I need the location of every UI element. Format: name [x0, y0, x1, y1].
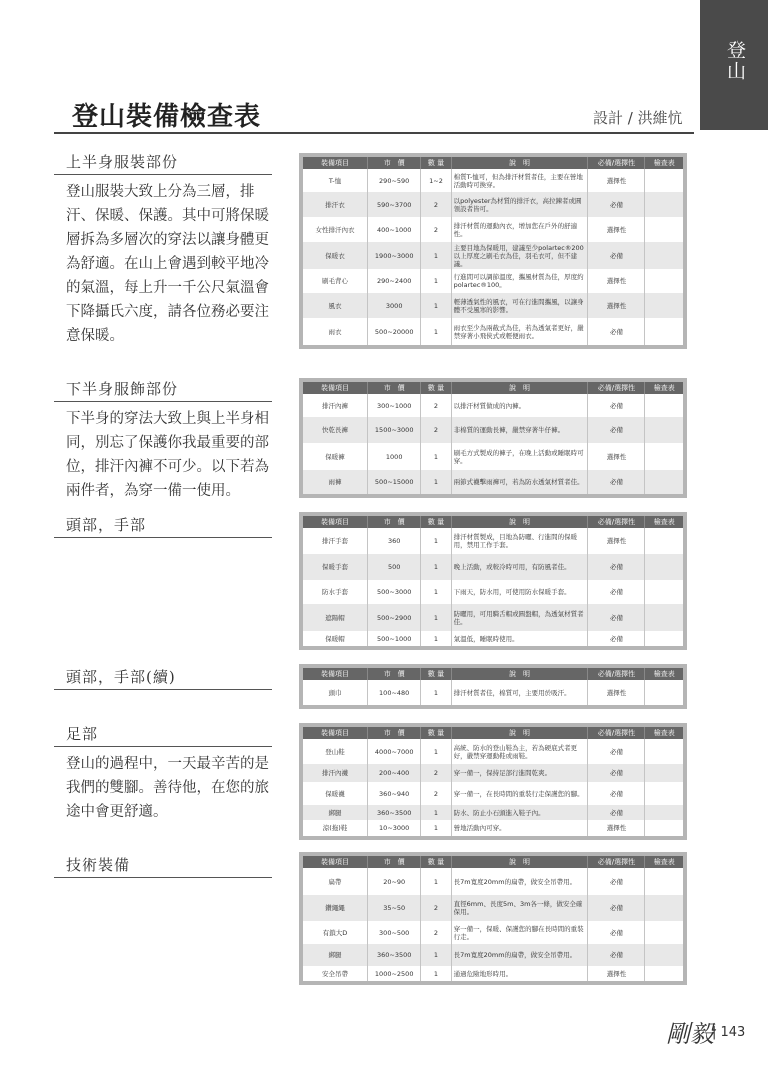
cell-price: 500~20000 [368, 318, 421, 345]
cell-price: 35~50 [368, 895, 421, 921]
check-cell[interactable] [645, 739, 683, 764]
column-header: 檢查表 [645, 727, 683, 739]
cell-desc: 長7m寬度20mm的扁帶，做安全吊帶用。 [451, 944, 588, 966]
cell-price: 100~480 [368, 680, 421, 705]
section-title-head-hands-cont: 頭部，手部(續) [66, 668, 176, 686]
table-row [303, 318, 683, 345]
cell-req: 選擇性 [588, 966, 645, 981]
cell-price: 1900~3000 [368, 242, 421, 269]
cell-qty: 1 [421, 318, 451, 345]
table-row [303, 242, 683, 269]
cell-req: 選擇性 [588, 169, 645, 192]
column-header: 數 量 [421, 668, 451, 680]
check-cell[interactable] [645, 680, 683, 705]
cell-item: T-恤 [303, 169, 368, 192]
cell-item: 風衣 [303, 293, 368, 318]
signature-logo: 剛毅 [666, 1020, 714, 1048]
section-divider [54, 537, 272, 538]
check-cell[interactable] [645, 580, 683, 604]
section-divider [54, 689, 272, 690]
column-header: 必備/選擇性 [588, 668, 645, 680]
cell-desc: 高統、防水的登山鞋為主，若為硬底式者更好，嚴禁穿運動鞋或雨鞋。 [451, 739, 588, 764]
cell-desc: 穿一備一，保暖、保護您的腳在長時間的重裝行走。 [451, 921, 588, 944]
column-header: 裝備項目 [303, 856, 368, 868]
cell-item: 排汗內褲 [303, 394, 368, 417]
cell-price: 20~90 [368, 868, 421, 895]
cell-desc: 氣溫低，睡眠時使用。 [451, 631, 588, 646]
page-number: | 143 [712, 1025, 746, 1040]
cell-price: 200~400 [368, 764, 421, 782]
cell-item: 頭巾 [303, 680, 368, 705]
table-row [303, 680, 683, 705]
cell-item: 快乾長褲 [303, 417, 368, 443]
cell-price: 1500~3000 [368, 417, 421, 443]
table-row [303, 293, 683, 318]
column-header: 市 價 [368, 668, 421, 680]
table-header-row [303, 727, 683, 739]
section-divider [54, 401, 272, 402]
cell-desc: 防曬用，可用騎舌帽或圓盤帽，為透氣材質者佳。 [451, 604, 588, 631]
table-header-row [303, 382, 683, 394]
cell-qty: 1 [421, 269, 451, 293]
column-header: 說 明 [451, 382, 588, 394]
cell-item: 排汗內襪 [303, 764, 368, 782]
section-title-lower-body: 下半身服飾部份 [66, 380, 179, 398]
check-cell[interactable] [645, 944, 683, 966]
cell-req: 必備 [588, 192, 645, 217]
table-row [303, 895, 683, 921]
section-title-upper-body: 上半身服裝部份 [66, 153, 179, 171]
checklist-table-head-hands-cont [299, 664, 687, 709]
cell-qty: 1 [421, 604, 451, 631]
check-cell[interactable] [645, 868, 683, 895]
cell-price: 1000 [368, 443, 421, 470]
cell-price: 590~3700 [368, 192, 421, 217]
cell-item: 綁腿 [303, 805, 368, 820]
table-row [303, 820, 683, 836]
check-cell[interactable] [645, 470, 683, 494]
table-row [303, 805, 683, 820]
section-divider [54, 174, 272, 175]
cell-desc: 排汗材質的運動內衣，增加您在戶外的舒適性。 [451, 217, 588, 242]
cell-req: 必備 [588, 318, 645, 345]
check-cell[interactable] [645, 921, 683, 944]
cell-desc: 晚上活動，或較冷時可用，有防風者佳。 [451, 554, 588, 580]
check-cell[interactable] [645, 242, 683, 269]
column-header: 市 價 [368, 382, 421, 394]
column-header: 市 價 [368, 516, 421, 528]
chapter-tab-label: 登山 [724, 40, 746, 82]
check-cell[interactable] [645, 192, 683, 217]
checklist-table-head-hands [299, 512, 687, 650]
table-header-row [303, 668, 683, 680]
cell-req: 必備 [588, 764, 645, 782]
checklist-table [303, 856, 683, 981]
cell-price: 300~500 [368, 921, 421, 944]
checklist-table [303, 668, 683, 705]
cell-req: 選擇性 [588, 680, 645, 705]
check-cell[interactable] [645, 820, 683, 836]
column-header: 檢查表 [645, 382, 683, 394]
cell-qty: 2 [421, 217, 451, 242]
column-header: 說 明 [451, 157, 588, 169]
cell-req: 選擇性 [588, 293, 645, 318]
cell-desc: 下雨天，防水用，可使用防水保暖手套。 [451, 580, 588, 604]
section-title-head-hands: 頭部，手部 [66, 516, 147, 534]
cell-item: 排汗衣 [303, 192, 368, 217]
cell-desc: 兩節式襪擊雨褲可，若為防水透氣材質者佳。 [451, 470, 588, 494]
chapter-tab [700, 0, 768, 130]
cell-item: 保暖手套 [303, 554, 368, 580]
cell-qty: 1 [421, 631, 451, 646]
cell-qty: 1 [421, 820, 451, 836]
check-cell[interactable] [645, 966, 683, 981]
cell-desc: 防水、防止小石頭進入鞋子內。 [451, 805, 588, 820]
check-cell[interactable] [645, 805, 683, 820]
cell-price: 4000~7000 [368, 739, 421, 764]
cell-desc: 穿一備一，在長時間的重裝行走保護您的腳。 [451, 782, 588, 805]
cell-desc: 排汗材質者佳，棉質可，主要用於吸汗。 [451, 680, 588, 705]
cell-desc: 穿一備一，保持足部行進間乾爽。 [451, 764, 588, 782]
cell-price: 360 [368, 528, 421, 554]
table-row [303, 580, 683, 604]
cell-qty: 2 [421, 192, 451, 217]
column-header: 檢查表 [645, 856, 683, 868]
cell-req: 必備 [588, 739, 645, 764]
cell-price: 360~3500 [368, 944, 421, 966]
cell-qty: 1 [421, 966, 451, 981]
cell-desc: 排汗材質製成，目地為防曬、行進間的保暖用，禁用工作手套。 [451, 528, 588, 554]
cell-item: 保暖襪 [303, 782, 368, 805]
column-header: 檢查表 [645, 516, 683, 528]
checklist-table [303, 382, 683, 494]
cell-desc: 營地活動內可穿。 [451, 820, 588, 836]
check-cell[interactable] [645, 169, 683, 192]
checklist-table-feet [299, 723, 687, 840]
table-header-row [303, 516, 683, 528]
table-row [303, 782, 683, 805]
cell-price: 500~3000 [368, 580, 421, 604]
section-text-upper-body: 登山服裝大致上分為三層，排汗、保暖、保護。其中可將保暖層拆為多層次的穿法以讓身體更為舒適。在山上會遇到較平地冷的氣溫，每上升一千公尺氣溫會下降攝氏六度，請各位務必要注意保暖。 [66, 184, 269, 344]
cell-req: 選擇性 [588, 443, 645, 470]
cell-qty: 1 [421, 242, 451, 269]
cell-item: 保暖褲 [303, 443, 368, 470]
checklist-table-lower-body [299, 378, 687, 498]
check-cell[interactable] [645, 631, 683, 646]
check-cell[interactable] [645, 217, 683, 242]
cell-price: 500~2900 [368, 604, 421, 631]
cell-desc: 以排汗材質做成的內褲。 [451, 394, 588, 417]
cell-req: 必備 [588, 631, 645, 646]
column-header: 說 明 [451, 516, 588, 528]
cell-req: 必備 [588, 895, 645, 921]
check-cell[interactable] [645, 604, 683, 631]
cell-desc: 刷毛方式製成的褲子，在晚上活動或睡眠時可穿。 [451, 443, 588, 470]
cell-item: 涼(拖)鞋 [303, 820, 368, 836]
table-row [303, 868, 683, 895]
cell-req: 必備 [588, 242, 645, 269]
cell-desc: 雨衣至少為兩截式為佳，若為透氣者更好，嚴禁穿著小飛俠式或輕便雨衣。 [451, 318, 588, 345]
cell-qty: 1 [421, 580, 451, 604]
table-row [303, 443, 683, 470]
cell-item: 綁腿 [303, 944, 368, 966]
column-header: 必備/選擇性 [588, 856, 645, 868]
cell-item: 保暖衣 [303, 242, 368, 269]
cell-price: 1000~2500 [368, 966, 421, 981]
cell-item: 防水手套 [303, 580, 368, 604]
checklist-table [303, 157, 683, 345]
cell-item: 保暖帽 [303, 631, 368, 646]
cell-item: 鑽繩繩 [303, 895, 368, 921]
cell-qty: 2 [421, 764, 451, 782]
cell-req: 必備 [588, 921, 645, 944]
checklist-table-technical-gear [299, 852, 687, 985]
section-text-lower-body: 下半身的穿法大致上與上半身相同，別忘了保護你我最重要的部位，排汗內褲不可少。以下若為兩件者，為穿一備一使用。 [66, 411, 269, 499]
cell-desc: 長7m寬度20mm的扁帶，做安全吊帶用。 [451, 868, 588, 895]
checklist-table-upper-body [299, 153, 687, 349]
cell-qty: 1 [421, 443, 451, 470]
cell-desc: 非棉質的運動長褲，嚴禁穿著牛仔褲。 [451, 417, 588, 443]
cell-qty: 1 [421, 944, 451, 966]
column-header: 數 量 [421, 157, 451, 169]
cell-qty: 1 [421, 470, 451, 494]
cell-price: 500~1000 [368, 631, 421, 646]
cell-req: 選擇性 [588, 820, 645, 836]
section-title-feet: 足部 [66, 725, 99, 743]
column-header: 裝備項目 [303, 727, 368, 739]
section-title-technical-gear: 技術裝備 [66, 856, 131, 874]
table-row [303, 764, 683, 782]
column-header: 說 明 [451, 856, 588, 868]
cell-req: 必備 [588, 782, 645, 805]
cell-req: 必備 [588, 805, 645, 820]
cell-req: 必備 [588, 394, 645, 417]
cell-req: 選擇性 [588, 217, 645, 242]
cell-item: 排汗手套 [303, 528, 368, 554]
cell-qty: 1 [421, 739, 451, 764]
checklist-table [303, 727, 683, 836]
cell-price: 360~940 [368, 782, 421, 805]
cell-price: 400~1000 [368, 217, 421, 242]
cell-qty: 1 [421, 805, 451, 820]
table-row [303, 269, 683, 293]
cell-desc: 棉質T-恤可，但為排汗材質者佳，主要在營地活動時可換穿。 [451, 169, 588, 192]
cell-item: 有鎖大D [303, 921, 368, 944]
cell-req: 必備 [588, 554, 645, 580]
table-row [303, 944, 683, 966]
cell-price: 500 [368, 554, 421, 580]
cell-desc: 以polyester為材質的排汗衣，高拉鍊者或圓領設者皆可。 [451, 192, 588, 217]
section-text-feet: 登山的過程中，一天最辛苦的是我們的雙腳。善待他，在您的旅途中會更舒適。 [66, 756, 269, 820]
column-header: 數 量 [421, 516, 451, 528]
cell-qty: 1 [421, 554, 451, 580]
column-header: 裝備項目 [303, 382, 368, 394]
cell-desc: 通過危險地形時用。 [451, 966, 588, 981]
table-row [303, 604, 683, 631]
table-row [303, 528, 683, 554]
cell-price: 360~3500 [368, 805, 421, 820]
column-header: 檢查表 [645, 157, 683, 169]
cell-qty: 1 [421, 868, 451, 895]
cell-req: 選擇性 [588, 269, 645, 293]
cell-req: 必備 [588, 868, 645, 895]
check-cell[interactable] [645, 764, 683, 782]
column-header: 檢查表 [645, 668, 683, 680]
cell-item: 安全吊帶 [303, 966, 368, 981]
table-row [303, 217, 683, 242]
cell-req: 必備 [588, 944, 645, 966]
cell-req: 必備 [588, 470, 645, 494]
column-header: 數 量 [421, 856, 451, 868]
column-header: 市 價 [368, 157, 421, 169]
table-header-row [303, 856, 683, 868]
cell-qty: 2 [421, 782, 451, 805]
cell-price: 290~590 [368, 169, 421, 192]
column-header: 裝備項目 [303, 157, 368, 169]
section-divider [54, 746, 272, 747]
cell-qty: 2 [421, 394, 451, 417]
check-cell[interactable] [645, 269, 683, 293]
cell-item: 雨褲 [303, 470, 368, 494]
cell-price: 3000 [368, 293, 421, 318]
table-row [303, 966, 683, 981]
table-row [303, 470, 683, 494]
table-row [303, 554, 683, 580]
cell-qty: 1 [421, 528, 451, 554]
title-divider [54, 132, 694, 134]
column-header: 市 價 [368, 727, 421, 739]
cell-item: 登山鞋 [303, 739, 368, 764]
cell-item: 扁帶 [303, 868, 368, 895]
page-title: 登山裝備檢查表 [72, 102, 262, 132]
cell-req: 必備 [588, 417, 645, 443]
cell-qty: 2 [421, 921, 451, 944]
column-header: 裝備項目 [303, 668, 368, 680]
table-row [303, 169, 683, 192]
check-cell[interactable] [645, 895, 683, 921]
table-row [303, 921, 683, 944]
table-row [303, 631, 683, 646]
column-header: 數 量 [421, 727, 451, 739]
column-header: 數 量 [421, 382, 451, 394]
cell-req: 必備 [588, 604, 645, 631]
cell-req: 必備 [588, 580, 645, 604]
table-row [303, 417, 683, 443]
column-header: 說 明 [451, 727, 588, 739]
section-divider [54, 877, 272, 878]
table-row [303, 739, 683, 764]
cell-qty: 2 [421, 895, 451, 921]
check-cell[interactable] [645, 554, 683, 580]
checklist-table [303, 516, 683, 646]
cell-desc: 輕薄透氣性的風衣，可在行進間攜風，以讓身體不受風寒的影響。 [451, 293, 588, 318]
column-header: 裝備項目 [303, 516, 368, 528]
check-cell[interactable] [645, 318, 683, 345]
column-header: 必備/選擇性 [588, 727, 645, 739]
check-cell[interactable] [645, 443, 683, 470]
cell-qty: 2 [421, 417, 451, 443]
cell-item: 遮陽帽 [303, 604, 368, 631]
check-cell[interactable] [645, 782, 683, 805]
table-row [303, 192, 683, 217]
column-header: 必備/選擇性 [588, 157, 645, 169]
cell-item: 刷毛背心 [303, 269, 368, 293]
column-header: 必備/選擇性 [588, 382, 645, 394]
column-header: 市 價 [368, 856, 421, 868]
check-cell[interactable] [645, 417, 683, 443]
column-header: 說 明 [451, 668, 588, 680]
cell-price: 10~3000 [368, 820, 421, 836]
cell-desc: 行進間可以調節溫度，攜風材質為佳，厚度約polartec®100。 [451, 269, 588, 293]
cell-qty: 1 [421, 293, 451, 318]
cell-item: 雨衣 [303, 318, 368, 345]
cell-price: 290~2400 [368, 269, 421, 293]
cell-req: 選擇性 [588, 528, 645, 554]
cell-item: 女性排汗內衣 [303, 217, 368, 242]
check-cell[interactable] [645, 293, 683, 318]
cell-price: 500~15000 [368, 470, 421, 494]
cell-qty: 1~2 [421, 169, 451, 192]
column-header: 必備/選擇性 [588, 516, 645, 528]
check-cell[interactable] [645, 394, 683, 417]
cell-desc: 直徑6mm、長度5m、3m各一條，做安全確保用。 [451, 895, 588, 921]
cell-price: 300~1000 [368, 394, 421, 417]
designer-credit: 設計 / 洪維忼 [593, 109, 683, 127]
table-header-row [303, 157, 683, 169]
cell-qty: 1 [421, 680, 451, 705]
cell-desc: 主要目地為保暖用，建議至少polartec®200以上厚度之刷毛衣為佳，羽毛衣可，但不建議。 [451, 242, 588, 269]
table-row [303, 394, 683, 417]
check-cell[interactable] [645, 528, 683, 554]
